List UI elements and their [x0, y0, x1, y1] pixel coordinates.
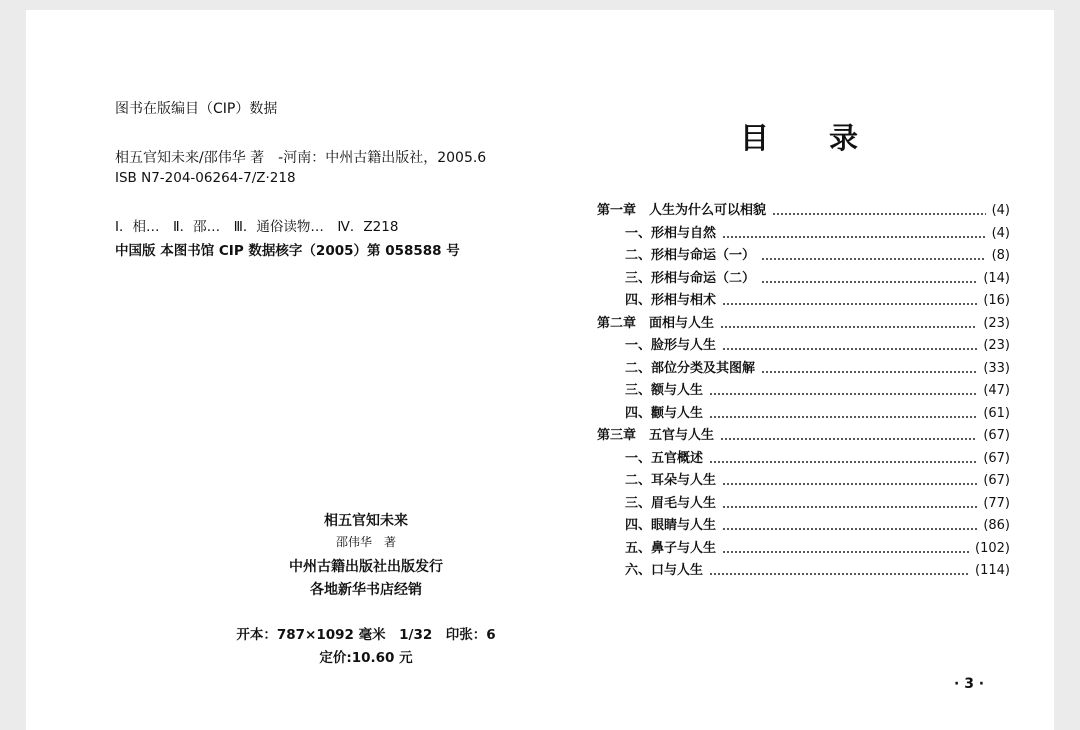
- toc-section-entry: [625, 516, 1010, 536]
- toc-entry-label: 四、颧与人生: [625, 405, 704, 421]
- toc-entry-page: (23): [983, 338, 1010, 353]
- toc-dot-leader: [709, 573, 969, 575]
- toc-entry-page: (4): [991, 203, 1010, 218]
- toc-section-entry: [625, 381, 1010, 401]
- toc-entry-page: (23): [983, 315, 1010, 331]
- toc-dot-leader: [761, 281, 977, 283]
- toc-entry-label: 一、脸形与人生: [625, 338, 717, 353]
- toc-entry-page: (67): [983, 428, 1010, 443]
- page-number: · 3 ·: [954, 676, 985, 692]
- imprint-price: 定价:10.60 元: [319, 650, 413, 666]
- toc-section-entry: [625, 336, 1010, 356]
- toc-entry-page: (8): [991, 248, 1010, 263]
- toc-chapter-entry: [597, 201, 1010, 221]
- toc-entry-label: 六、口与人生: [625, 563, 704, 578]
- toc-entry-page: (77): [983, 495, 1010, 511]
- toc-section-entry: [625, 359, 1010, 379]
- toc-entry-label: 二、耳朵与人生: [625, 473, 717, 488]
- toc-title: 目录: [740, 121, 919, 155]
- toc-entry-label: 四、形相与相术: [625, 293, 717, 308]
- toc-dot-leader: [709, 393, 977, 395]
- toc-entry-label: 第三章 五官与人生: [597, 428, 715, 443]
- book-spread: [26, 10, 1054, 730]
- toc-entry-label: 一、形相与自然: [625, 225, 717, 241]
- toc-section-entry: [625, 246, 1010, 266]
- toc-entry-page: (114): [975, 563, 1010, 578]
- cip-isbn-line: ISB N7-204-06264-7/Z·218: [115, 170, 296, 186]
- imprint-publisher: 中州古籍出版社出版发行: [289, 559, 443, 575]
- toc-entry-page: (67): [983, 473, 1010, 488]
- toc-entry-label: 一、五官概述: [625, 450, 704, 466]
- toc-dot-leader: [772, 213, 986, 215]
- toc-dot-leader: [709, 416, 977, 418]
- toc-entry-label: 第一章 人生为什么可以相貌: [597, 203, 767, 218]
- toc-entry-page: (102): [975, 540, 1010, 556]
- toc-entry-label: 二、部位分类及其图解: [625, 360, 756, 376]
- toc-dot-leader: [722, 551, 969, 553]
- toc-dot-leader: [722, 236, 986, 238]
- toc-entry-label: 三、形相与命运（二）: [625, 270, 756, 286]
- toc-chapter-entry: [597, 314, 1010, 334]
- cip-classification-line: Ⅰ．相… Ⅱ．邵… Ⅲ．通俗读物… Ⅳ．Z218: [115, 219, 399, 235]
- toc-entry-label: 三、额与人生: [625, 383, 704, 398]
- cip-record-line: 中国版 本图书馆 CIP 数据核字（2005）第 058588 号: [115, 243, 460, 259]
- toc-section-entry: [625, 269, 1010, 289]
- toc-dot-leader: [722, 303, 977, 305]
- toc-section-entry: [625, 494, 1010, 514]
- cip-heading: 图书在版编目（CIP）数据: [115, 101, 278, 117]
- toc-entry-label: 四、眼睛与人生: [625, 518, 717, 533]
- imprint-spec: 开本：787×1092 毫米 1/32 印张：6: [236, 627, 496, 643]
- toc-chapter-entry: [597, 426, 1010, 446]
- imprint-distribution: 各地新华书店经销: [310, 582, 422, 598]
- toc-entry-label: 第二章 面相与人生: [597, 315, 715, 331]
- toc-entry-page: (4): [991, 225, 1010, 241]
- toc-section-entry: [625, 224, 1010, 244]
- toc-entry-label: 二、形相与命运（一）: [625, 248, 756, 263]
- toc-dot-leader: [722, 348, 977, 350]
- toc-section-entry: [625, 449, 1010, 469]
- toc-dot-leader: [761, 371, 977, 373]
- toc-dot-leader: [720, 326, 977, 328]
- imprint-author: 邵伟华 著: [335, 535, 396, 549]
- toc-entry-label: 五、鼻子与人生: [625, 540, 717, 556]
- toc-section-entry: [625, 539, 1010, 559]
- toc-entry-page: (14): [983, 270, 1010, 286]
- toc-dot-leader: [720, 438, 977, 440]
- toc-section-entry: [625, 404, 1010, 424]
- imprint-title: 相五官知未来: [324, 513, 408, 529]
- toc-section-entry: [625, 471, 1010, 491]
- toc-dot-leader: [722, 506, 977, 508]
- toc-dot-leader: [761, 258, 986, 260]
- toc-section-entry: [625, 291, 1010, 311]
- toc-entry-page: (61): [983, 405, 1010, 421]
- toc-dot-leader: [709, 461, 977, 463]
- toc-entry-label: 三、眉毛与人生: [625, 495, 717, 511]
- toc-entry-page: (33): [983, 360, 1010, 376]
- toc-section-entry: [625, 561, 1010, 581]
- toc-dot-leader: [722, 483, 977, 485]
- toc-entry-page: (86): [983, 518, 1010, 533]
- toc-entry-page: (47): [983, 383, 1010, 398]
- toc-entry-page: (67): [983, 450, 1010, 466]
- toc-dot-leader: [722, 528, 977, 530]
- cip-title-line: 相五官知未来/邵伟华 著 -河南：中州古籍出版社，2005.6: [115, 150, 487, 166]
- toc-entry-page: (16): [983, 293, 1010, 308]
